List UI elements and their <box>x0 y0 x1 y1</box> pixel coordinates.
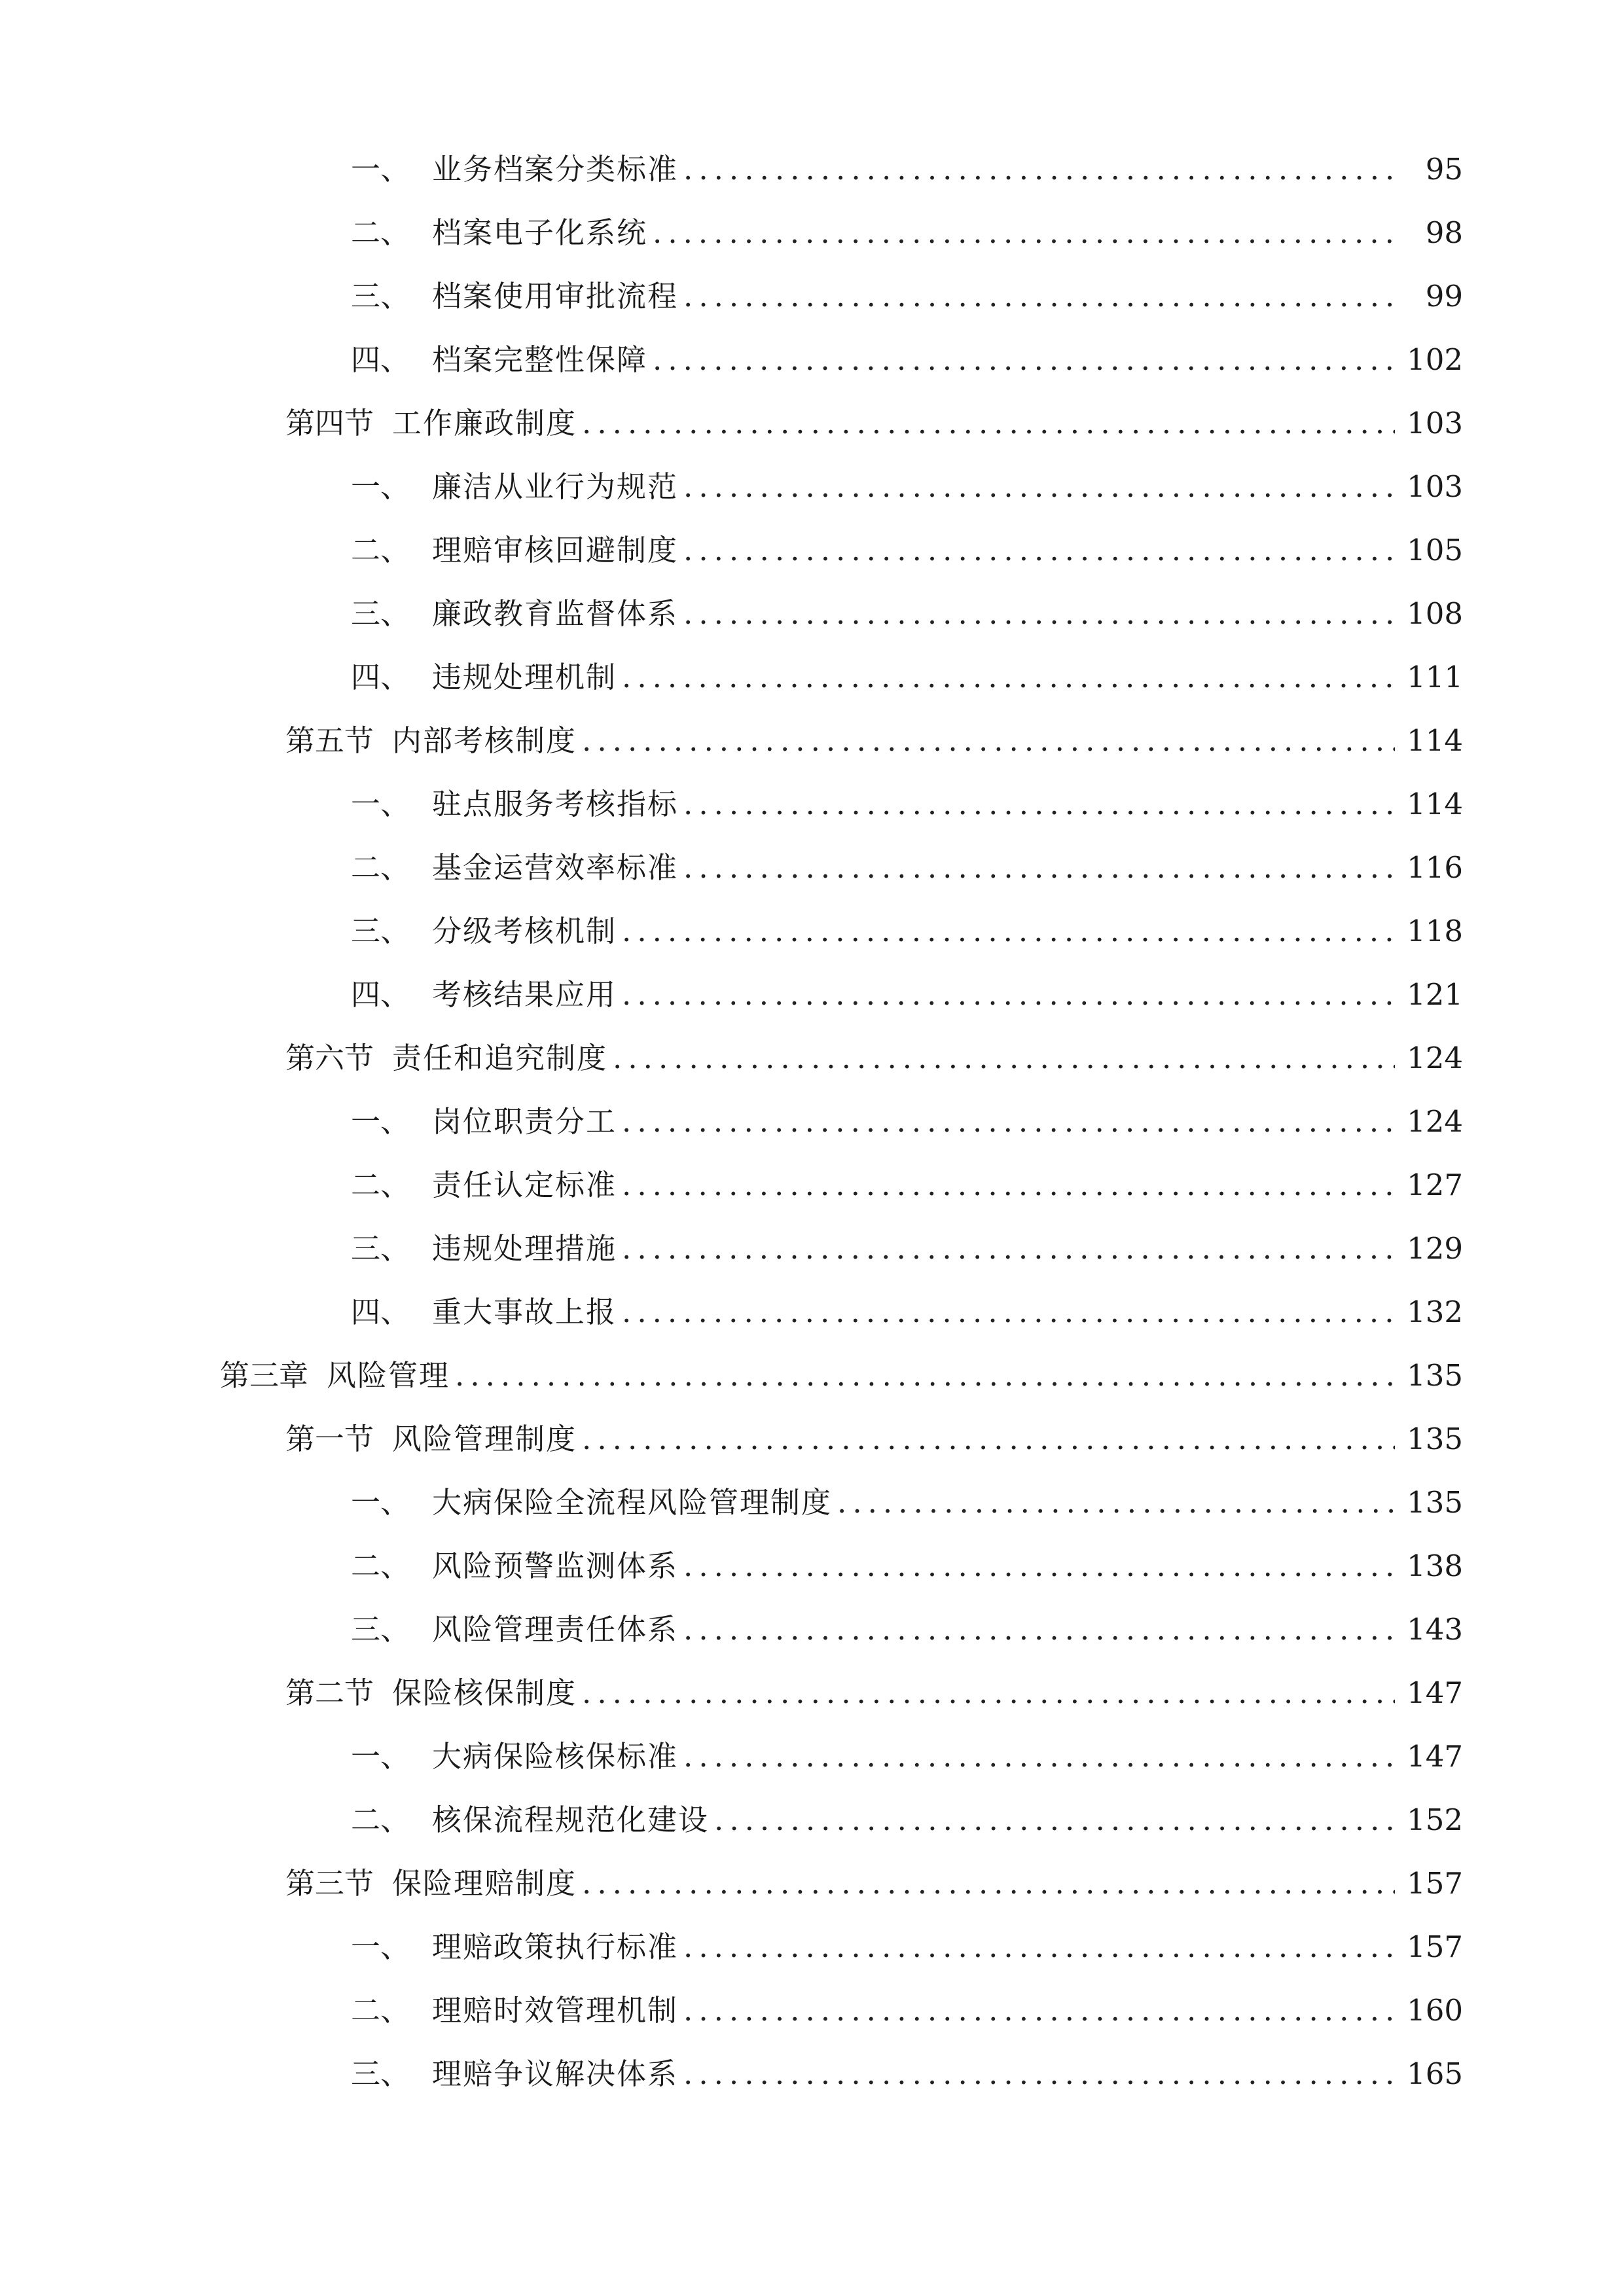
toc-entry-title: 内部考核制度 <box>392 723 577 758</box>
toc-entry-title: 责任认定标准 <box>432 1168 617 1202</box>
toc-entry-title: 廉政教育监督体系 <box>432 596 679 631</box>
toc-chapter-entry[interactable] <box>220 1353 1463 1399</box>
toc-entry-number: 三、 <box>351 1612 410 1647</box>
toc-entry-page: 157 <box>1407 1929 1463 1964</box>
toc-entry-page: 116 <box>1407 850 1463 885</box>
toc-entry-number: 一、 <box>351 787 410 821</box>
toc-entry-page: 138 <box>1407 1549 1463 1583</box>
toc-entry-page: 114 <box>1407 787 1463 821</box>
toc-entry-number: 一、 <box>351 1929 410 1964</box>
toc-entry-number: 四、 <box>351 977 410 1012</box>
toc-entry-title: 理赔时效管理机制 <box>432 1993 679 2028</box>
toc-dot-leader <box>653 337 1395 383</box>
toc-entry-page: 132 <box>1407 1295 1463 1329</box>
toc-dot-leader <box>683 1543 1395 1589</box>
toc-entry-number: 二、 <box>351 1803 410 1837</box>
toc-dot-leader <box>683 464 1395 510</box>
toc-entry-number: 第三章 <box>220 1358 309 1393</box>
toc-entry-number: 三、 <box>351 914 410 948</box>
toc-dot-leader <box>683 1734 1395 1780</box>
toc-entry-page: 95 <box>1425 152 1463 187</box>
toc-entry[interactable] <box>351 781 1463 827</box>
toc-entry-number: 第一节 <box>285 1422 374 1456</box>
toc-entry[interactable] <box>351 1924 1463 1970</box>
toc-entry-number: 第五节 <box>285 723 374 758</box>
toc-entry-title: 违规处理机制 <box>432 660 617 694</box>
toc-dot-leader <box>622 1162 1395 1208</box>
toc-entry-title: 档案电子化系统 <box>432 215 648 250</box>
toc-entry-title: 风险管理责任体系 <box>432 1612 679 1647</box>
toc-entry-title: 档案完整性保障 <box>432 342 648 377</box>
toc-dot-leader <box>582 718 1395 764</box>
toc-entry-page: 135 <box>1407 1358 1463 1393</box>
toc-entry-number: 三、 <box>351 279 410 314</box>
toc-entry[interactable] <box>351 1543 1463 1589</box>
toc-dot-leader <box>582 401 1395 446</box>
toc-entry-number: 三、 <box>351 2056 410 2091</box>
toc-entry[interactable] <box>351 1480 1463 1526</box>
toc-entry-page: 157 <box>1407 1866 1463 1901</box>
toc-entry-number: 二、 <box>351 850 410 885</box>
toc-dot-leader <box>622 1226 1395 1272</box>
toc-entry-page: 99 <box>1425 279 1463 314</box>
toc-entry[interactable] <box>351 1226 1463 1272</box>
toc-entry[interactable] <box>351 591 1463 637</box>
toc-entry[interactable] <box>351 1162 1463 1208</box>
toc-entry-number: 四、 <box>351 660 410 694</box>
toc-entry-page: 118 <box>1407 914 1463 948</box>
toc-entry-page: 103 <box>1407 406 1463 440</box>
toc-entry-number: 二、 <box>351 1549 410 1583</box>
toc-entry-number: 四、 <box>351 1295 410 1329</box>
toc-entry[interactable] <box>351 655 1463 700</box>
toc-entry-page: 147 <box>1407 1676 1463 1710</box>
toc-section-entry[interactable] <box>285 718 1463 764</box>
toc-entry-title: 廉洁从业行为规范 <box>432 469 679 504</box>
toc-entry-title: 岗位职责分工 <box>432 1104 617 1139</box>
toc-entry-title: 风险管理 <box>327 1358 450 1393</box>
toc-entry-number: 一、 <box>351 152 410 187</box>
toc-entry-title: 驻点服务考核指标 <box>432 787 679 821</box>
toc-dot-leader <box>683 1607 1395 1653</box>
toc-entry-page: 165 <box>1407 2056 1463 2091</box>
toc-entry-page: 143 <box>1407 1612 1463 1647</box>
toc-entry-title: 工作廉政制度 <box>392 406 577 440</box>
toc-dot-leader <box>653 210 1399 256</box>
toc-entry-page: 160 <box>1407 1993 1463 2028</box>
toc-dot-leader <box>683 528 1395 573</box>
toc-entry[interactable] <box>351 1797 1463 1843</box>
toc-entry-page: 103 <box>1407 469 1463 504</box>
toc-dot-leader <box>714 1797 1395 1843</box>
toc-entry-title: 保险核保制度 <box>392 1676 577 1710</box>
toc-entry-title: 保险理赔制度 <box>392 1866 577 1901</box>
toc-entry-number: 三、 <box>351 1231 410 1266</box>
toc-entry[interactable] <box>351 464 1463 510</box>
toc-entry[interactable] <box>351 274 1463 319</box>
toc-entry-page: 129 <box>1407 1231 1463 1266</box>
toc-entry-number: 四、 <box>351 342 410 377</box>
toc-entry[interactable] <box>351 210 1463 256</box>
toc-dot-leader <box>683 147 1399 192</box>
toc-dot-leader <box>683 1988 1395 2034</box>
toc-entry-number: 二、 <box>351 1168 410 1202</box>
toc-dot-leader <box>622 1289 1395 1335</box>
toc-entry[interactable] <box>351 337 1463 383</box>
toc-section-entry[interactable] <box>285 401 1463 446</box>
toc-entry-page: 124 <box>1407 1041 1463 1075</box>
toc-entry[interactable] <box>351 972 1463 1018</box>
toc-entry-title: 理赔审核回避制度 <box>432 533 679 567</box>
toc-dot-leader <box>622 908 1395 954</box>
toc-entry-page: 105 <box>1407 533 1463 567</box>
toc-entry-title: 基金运营效率标准 <box>432 850 679 885</box>
toc-entry-title: 理赔政策执行标准 <box>432 1929 679 1964</box>
toc-entry[interactable] <box>351 528 1463 573</box>
toc-dot-leader <box>622 655 1395 700</box>
toc-entry-page: 102 <box>1407 342 1463 377</box>
toc-entry-number: 第二节 <box>285 1676 374 1710</box>
toc-section-entry[interactable] <box>285 1416 1463 1462</box>
toc-entry-title: 风险预警监测体系 <box>432 1549 679 1583</box>
toc-section-entry[interactable] <box>285 1035 1463 1081</box>
toc-entry-number: 三、 <box>351 596 410 631</box>
toc-entry-number: 一、 <box>351 469 410 504</box>
toc-dot-leader <box>622 1099 1395 1145</box>
toc-entry-title: 核保流程规范化建设 <box>432 1803 710 1837</box>
toc-dot-leader <box>683 781 1395 827</box>
toc-entry-title: 大病保险全流程风险管理制度 <box>432 1485 833 1520</box>
toc-dot-leader <box>683 845 1395 891</box>
toc-section-entry[interactable] <box>285 1861 1463 1907</box>
toc-entry-page: 135 <box>1407 1422 1463 1456</box>
toc-entry-title: 重大事故上报 <box>432 1295 617 1329</box>
toc-entry-page: 98 <box>1425 215 1463 250</box>
toc-entry-page: 108 <box>1407 596 1463 631</box>
toc-entry-title: 分级考核机制 <box>432 914 617 948</box>
toc-entry-number: 二、 <box>351 1993 410 2028</box>
toc-entry-number: 第六节 <box>285 1041 374 1075</box>
toc-dot-leader <box>837 1480 1395 1526</box>
toc-entry-page: 121 <box>1407 977 1463 1012</box>
toc-dot-leader <box>582 1861 1395 1907</box>
toc-entry-number: 一、 <box>351 1485 410 1520</box>
toc-dot-leader <box>683 274 1399 319</box>
toc-entry-page: 111 <box>1407 660 1463 694</box>
toc-entry-page: 135 <box>1407 1485 1463 1520</box>
toc-entry-number: 二、 <box>351 215 410 250</box>
toc-dot-leader <box>455 1353 1395 1399</box>
toc-entry-title: 考核结果应用 <box>432 977 617 1012</box>
toc-entry-page: 127 <box>1407 1168 1463 1202</box>
toc-entry-number: 第三节 <box>285 1866 374 1901</box>
toc-dot-leader <box>582 1670 1395 1716</box>
toc-dot-leader <box>683 2051 1395 2097</box>
toc-entry-number: 一、 <box>351 1739 410 1774</box>
toc-entry-number: 第四节 <box>285 406 374 440</box>
toc-entry[interactable] <box>351 908 1463 954</box>
toc-dot-leader <box>683 591 1395 637</box>
toc-dot-leader <box>622 972 1395 1018</box>
toc-entry[interactable] <box>351 845 1463 891</box>
toc-entry-page: 114 <box>1407 723 1463 758</box>
toc-entry-title: 大病保险核保标准 <box>432 1739 679 1774</box>
toc-entry-number: 二、 <box>351 533 410 567</box>
toc-entry[interactable] <box>351 1099 1463 1145</box>
toc-entry-title: 档案使用审批流程 <box>432 279 679 314</box>
toc-entry[interactable] <box>351 1734 1463 1780</box>
toc-entry[interactable] <box>351 147 1463 192</box>
toc-entry-page: 152 <box>1407 1803 1463 1837</box>
toc-dot-leader <box>613 1035 1395 1081</box>
toc-entry-page: 124 <box>1407 1104 1463 1139</box>
toc-entry-title: 违规处理措施 <box>432 1231 617 1266</box>
toc-entry[interactable] <box>351 1988 1463 2034</box>
toc-dot-leader <box>582 1416 1395 1462</box>
toc-entry[interactable] <box>351 2051 1463 2097</box>
toc-entry-title: 风险管理制度 <box>392 1422 577 1456</box>
toc-entry-page: 147 <box>1407 1739 1463 1774</box>
toc-entry-title: 业务档案分类标准 <box>432 152 679 187</box>
toc-entry[interactable] <box>351 1289 1463 1335</box>
toc-entry-title: 责任和追究制度 <box>392 1041 608 1075</box>
toc-section-entry[interactable] <box>285 1670 1463 1716</box>
toc-entry[interactable] <box>351 1607 1463 1653</box>
toc-dot-leader <box>683 1924 1395 1970</box>
toc-entry-number: 一、 <box>351 1104 410 1139</box>
toc-entry-title: 理赔争议解决体系 <box>432 2056 679 2091</box>
